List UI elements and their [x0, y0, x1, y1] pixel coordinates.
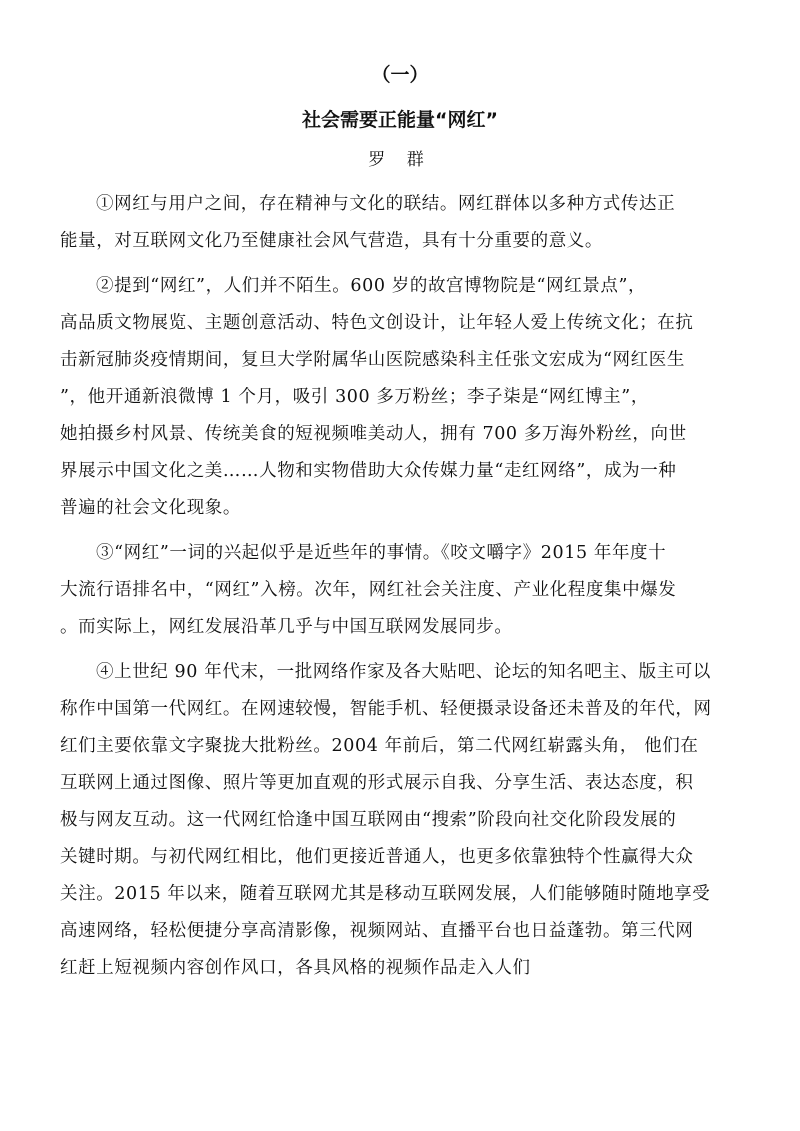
paragraph-2	[60, 268, 748, 527]
article-title: 社会需要正能量“网红”	[302, 109, 498, 131]
paragraph-line: ②提到“网红”，人们并不陌生。600 岁的故宫博物院是“网红景点”，	[96, 276, 647, 296]
paragraph-line: ③“网红”一词的兴起似乎是近些年的事情。《咬文嚼字》2015 年年度十	[96, 543, 667, 563]
paragraph-line: 。而实际上，网红发展沿革几乎与中国互联网发展同步。	[60, 617, 513, 637]
paragraph-line: 高品质文物展览、主题创意活动、特色文创设计，让年轻人爱上传统文化；在抗	[60, 313, 694, 333]
paragraph-line: 界展示中国文化之美……人物和实物借助大众传媒力量“走红网络”，成为一种	[60, 461, 677, 481]
paragraph-line: 红赶上短视频内容创作风口，各具风格的视频作品走入人们	[60, 958, 531, 978]
paragraph-line: 关注。2015 年以来，随着互联网尤其是移动互联网发展，人们能够随时随地享受	[60, 884, 711, 904]
paragraph-line: 能量，对互联网文化乃至健康社会风气营造，具有十分重要的意义。	[60, 231, 603, 251]
paragraph-line: ”，他开通新浪微博 1 个月，吸引 300 多万粉丝；李子柒是“网红博主”，	[60, 387, 649, 407]
paragraph-line: 红们主要依靠文字聚拢大批粉丝。2004 年前后，第二代网红崭露头角， 他们在	[60, 736, 699, 756]
paragraph-line: 称作中国第一代网红。在网速较慢，智能手机、轻便摄录设备还未普及的年代，网	[60, 699, 712, 719]
paragraph-line: 击新冠肺炎疫情期间，复旦大学附属华山医院感染科主任张文宏成为“网红医生	[60, 350, 685, 370]
paragraph-3	[60, 535, 748, 646]
paragraph-line: 互联网上通过图像、照片等更加直观的形式展示自我、分享生活、表达态度，积	[60, 773, 694, 793]
paragraph-4	[60, 654, 748, 987]
paragraph-line: 极与网友互动。这一代网红恰逢中国互联网由“搜索”阶段向社交化阶段发展的	[60, 810, 677, 830]
author-name: 罗 群	[368, 150, 432, 170]
paragraph-line: ④上世纪 90 年代末，一批网络作家及各大贴吧、论坛的知名吧主、版主可以	[96, 662, 711, 682]
paragraph-line: 她拍摄乡村风景、传统美食的短视频唯美动人，拥有 700 多万海外粉丝，向世	[60, 424, 687, 444]
paragraph-line: ①网红与用户之间，存在精神与文化的联结。网红群体以多种方式传达正	[96, 194, 676, 214]
article-body	[60, 186, 748, 987]
paragraph-1	[60, 186, 748, 260]
section-number: （一）	[371, 64, 429, 86]
paragraph-line: 关键时期。与初代网红相比，他们更接近普通人，也更多依靠独特个性赢得大众	[60, 847, 694, 867]
paragraph-line: 高速网络，轻松便捷分享高清影像，视频网站、直播平台也日益蓬勃。第三代网	[60, 921, 694, 941]
paragraph-line: 大流行语排名中，“网红”入榜。次年，网红社会关注度、产业化程度集中爆发	[60, 580, 677, 600]
paragraph-line: 普遍的社会文化现象。	[60, 498, 241, 518]
